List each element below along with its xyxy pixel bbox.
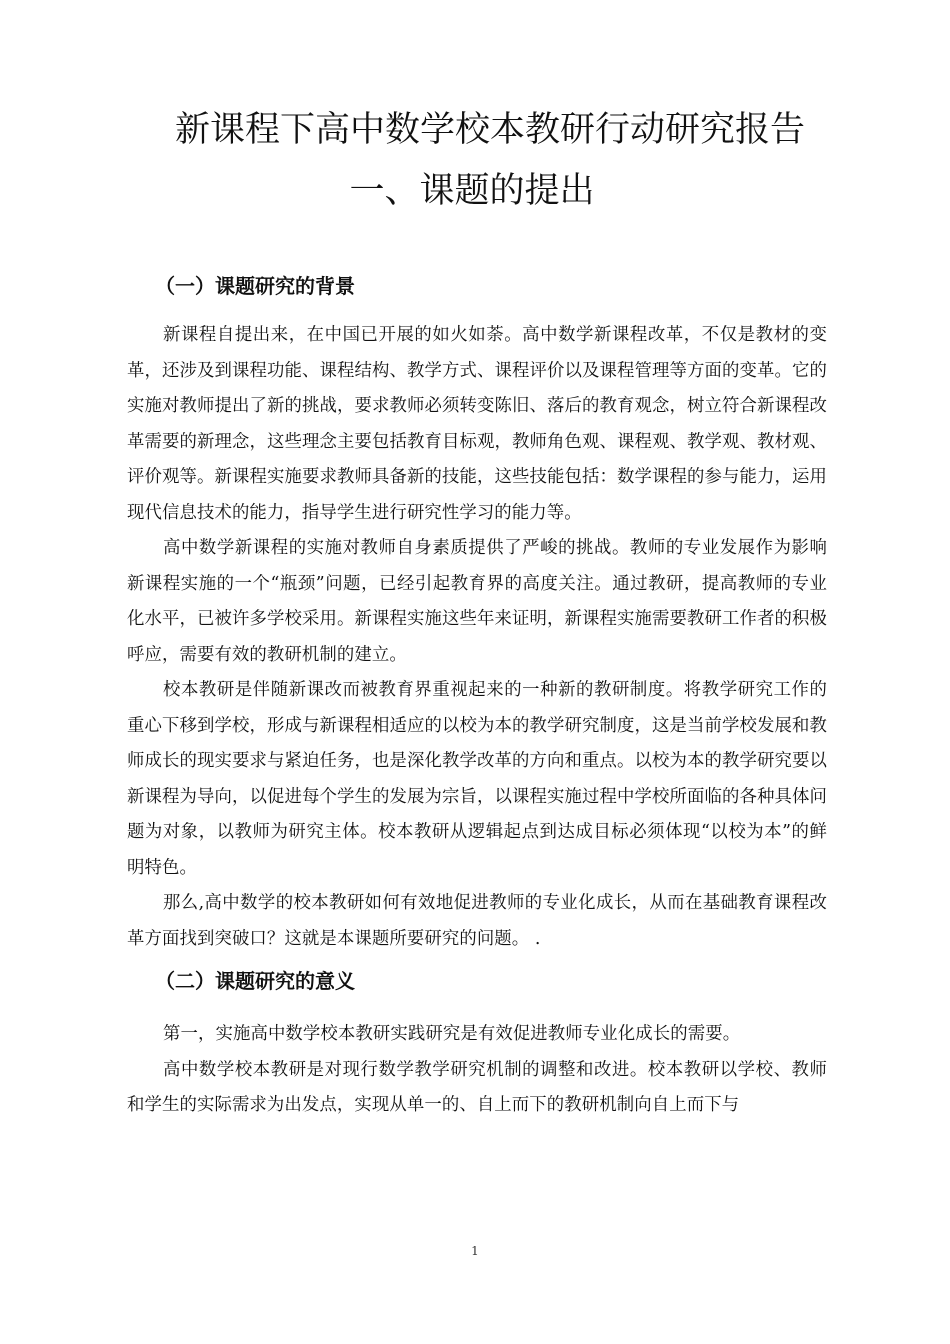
page-number: 1 xyxy=(471,1244,479,1258)
paragraph: 新课程自提出来，在中国已开展的如火如荼。高中数学新课程改革，不仅是教材的变革，还涉及到课程功能、课程结构、教学方式、课程评价以及课程管理等方面的变革。它的实施对教师提出了新的挑战，要求教师必须转变陈旧、落后的教育观念，树立符合新课程改革需要的新理念，这些理念主要包括教育目标观，教师角色观、课程观、教学观、教材观、评价观等。新课程实施要求教师具备新的技能，这些技能包括：数学课程的参与能力，运用现代信息技术的能力，指导学生进行研究性学习的能力等。 xyxy=(127,325,827,523)
subsection-heading-significance: （二）课题研究的意义 xyxy=(155,969,355,993)
document-body xyxy=(127,270,827,1124)
paragraph: 高中数学新课程的实施对教师自身素质提供了严峻的挑战。教师的专业发展作为影响新课程实施的一个“瓶颈”问题，已经引起教育界的高度关注。通过教研，提高教师的专业化水平，已被许多学校采用。新课程实施这些年来证明，新课程实施需要教研工作者的积极呼应，需要有效的教研机制的建立。 xyxy=(127,538,827,665)
section-title: 一、课题的提出 xyxy=(349,171,595,211)
document-title: 新课程下高中数学校本教研行动研究报告 xyxy=(174,110,805,150)
paragraph: 高中数学校本教研是对现行数学教学研究机制的调整和改进。校本教研以学校、教师和学生的实际需求为出发点，实现从单一的、自上而下的教研机制向自上而下与 xyxy=(127,1059,827,1115)
subsection-heading-background: （一）课题研究的背景 xyxy=(155,274,355,298)
paragraph: 校本教研是伴随新课改而被教育界重视起来的一种新的教研制度。将教学研究工作的重心下移到学校，形成与新课程相适应的以校为本的教学研究制度，这是当前学校发展和教师成长的现实要求与紧迫任务，也是深化教学改革的方向和重点。以校为本的教学研究要以新课程为导向，以促进每个学生的发展为宗旨，以课程实施过程中学校所面临的各种具体问题为对象，以教师为研究主体。校本教研从逻辑起点到达成目标必须体现“以校为本”的鲜明特色。 xyxy=(127,680,827,878)
paragraph: 那么,高中数学的校本教研如何有效地促进教师的专业化成长，从而在基础教育课程改革方面找到突破口？这就是本课题所要研究的问题。 . xyxy=(127,893,827,949)
paragraph: 第一，实施高中数学校本教研实践研究是有效促进教师专业化成长的需要。 xyxy=(163,1024,741,1044)
